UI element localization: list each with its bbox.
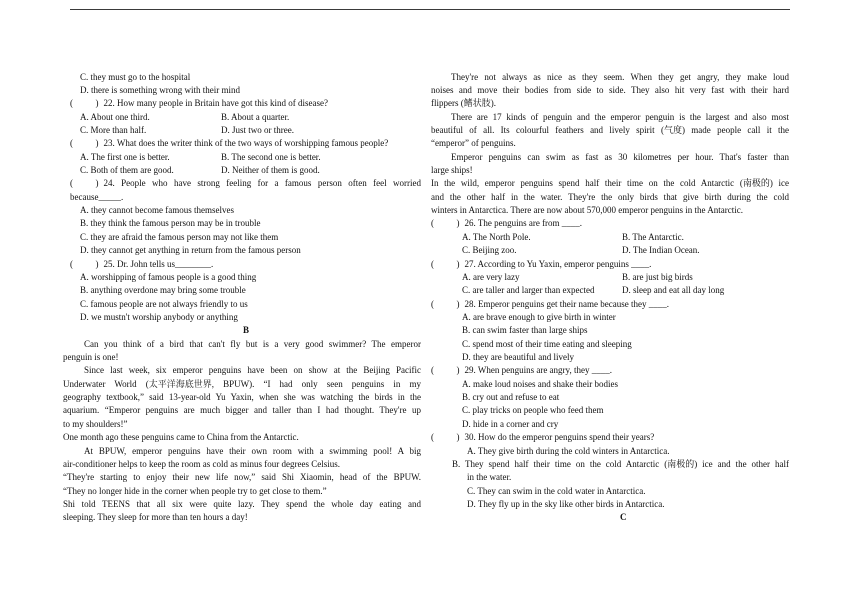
passage-text: In the wild, emperor penguins spend half their time on the cold Antarctic (南极的) ice [431,178,789,189]
passage-text: beautiful of all. Its colourful feathers and lively spirit (气度) made people call it the [431,124,789,135]
q23-option-a: A. The first one is better. [80,151,170,162]
q27-option-b: B. are just big birds [622,271,693,282]
passage-text: Underwater World (太平洋海底世界, BPUW). “I had only seen penguins in my [63,378,421,389]
q27-answer-bracket: ( ) [431,258,460,269]
passage-b-line [431,111,789,124]
q25-question [63,258,421,271]
q23-stem: 23. What does the writer think of the two ways of worshipping famous people? [103,138,389,149]
q24-option-d: D. they cannot get anything in return from the famous person [80,245,301,256]
q28-option-c: C. spend most of their time eating and sleeping [462,338,632,349]
q25-stem: 25. Dr. John tells us________. [103,258,214,269]
q23-options-row [63,164,421,177]
passage-b-line: “emperor” of penguins. [431,138,516,149]
q28-answer-bracket: ( ) [431,298,460,309]
passage-b-line [431,177,789,190]
q22-option-d: D. Just two or three. [221,124,294,135]
q27-options-row [431,284,789,297]
q22-answer-bracket: ( ) [70,98,99,109]
q22-options-row [63,111,421,124]
q30-option-b-text: B. They spend half their time on the cold Antarctic (南极的) ice and the other half [452,458,789,469]
q22-option-c: C. More than half. [80,124,147,135]
q24-stem: 24. People who have strong feeling for a famous person often feel worried [103,178,421,189]
q29-stem: 29. When penguins are angry, they ____. [464,365,612,376]
passage-b-line [431,124,789,137]
q29-option-a: A. make loud noises and shake their bodies [462,378,618,389]
passage-text: Can you think of a bird that can't fly but is a very good swimmer? The emperor [84,338,421,349]
right-column [431,71,789,525]
q23-option-c: C. Both of them are good. [80,165,174,176]
passage-b-line [63,391,421,404]
passage-b-line [63,471,421,484]
q27-option-a: A. are very lazy [462,271,520,282]
q26-option-a: A. The North Pole. [462,231,531,242]
left-column [63,71,421,525]
q29-question [431,364,789,377]
passage-b-line: sleeping. They sleep for more than ten hours a day! [63,512,248,523]
passage-text: noises and move their bodies from side to side. They also hit very fast with their hard [431,84,789,95]
passage-b-line [63,404,421,417]
q29-answer-bracket: ( ) [431,365,460,376]
q28-stem: 28. Emperor penguins get their name because they ____. [464,298,669,309]
q27-option-c: C. are taller and larger than expected [462,285,595,296]
q25-option-b: B. anything overdone may bring some trouble [80,285,246,296]
header-rule [70,9,790,10]
passage-text: “They're starting to enjoy their new life now,” said Shi Xiaomin, head of the BPUW. [63,472,421,483]
q28-option-b: B. can swim faster than large ships [462,325,588,336]
q22-option-b: B. About a quarter. [221,111,290,122]
q30-stem: 30. How do the emperor penguins spend their years? [464,432,655,443]
q23-question [63,137,421,150]
passage-b-line [63,378,421,391]
passage-text: At BPUW, emperor penguins have their own room with a swimming pool! A big [84,445,421,456]
passage-text: aquarium. “Emperor penguins are much bigger and taller than I had thought. They're up [63,405,421,416]
q30-option-c: C. They can swim in the cold water in Antarctica. [467,485,646,496]
q28-option-d: D. they are beautiful and lively [462,352,574,363]
q30-option-b-continued: in the water. [467,472,512,483]
passage-b-line [63,498,421,511]
q30-option-d: D. They fly up in the sky like other birds in Antarctica. [467,499,665,509]
q25-option-c: C. famous people are not always friendly to us [80,298,248,309]
passage-text: Emperor penguins can swim as fast as 30 kilometres per hour. That's faster than [451,151,789,162]
q26-question [431,217,789,230]
q29-option-c: C. play tricks on people who feed them [462,405,604,416]
passage-b-line [431,151,789,164]
passage-b-line: air-conditioner helps to keep the room as cold as minus four degrees Celsius. [63,458,341,469]
passage-b-line: large ships! [431,165,473,176]
q27-option-d: D. sleep and eat all day long [622,285,725,296]
passage-b-line: One month ago these penguins came to China from the Antarctic. [63,432,299,443]
passage-b-line: penguin is one! [63,352,119,363]
q25-option-d: D. we mustn't worship anybody or anything [80,311,238,322]
passage-text: They're not always as nice as they seem. When they get angry, they make loud [451,71,789,82]
q25-option-a: A. worshipping of famous people is a good thing [80,271,257,282]
q26-option-d: D. The Indian Ocean. [622,245,700,256]
q30-option-b [431,458,789,471]
q22-option-a: A. About one third. [80,111,150,122]
q21-option-c: C. they must go to the hospital [80,71,191,82]
q23-option-b: B. The second one is better. [221,151,321,162]
q28-question [431,298,789,311]
q23-options-row [63,151,421,164]
q26-stem: 26. The penguins are from ____. [464,218,583,229]
passage-b-line: to my shoulders!” [63,418,128,429]
passage-b-line [63,445,421,458]
q26-option-b: B. The Antarctic. [622,231,684,242]
q26-options-row [431,244,789,257]
q25-answer-bracket: ( ) [70,258,99,269]
passage-b-line [431,191,789,204]
q30-question [431,431,789,444]
passage-text: Shi told TEENS that all six were quite lazy. They spend the whole day eating and [63,499,421,509]
q30-option-a: A. They give birth during the cold winters in Antarctica. [467,445,670,456]
q24-question [63,177,421,190]
q21-option-d: D. there is something wrong with their mind [80,84,240,95]
q27-question [431,258,789,271]
q29-option-d: D. hide in a corner and cry [462,418,559,429]
passage-b-line: flippers (鳍状肢). [431,98,496,109]
q27-stem: 27. According to Yu Yaxin, emperor penguins ____. [464,258,652,269]
q24-stem-continued: because_____. [70,191,124,202]
q22-stem: 22. How many people in Britain have got this kind of disease? [103,98,328,109]
passage-text: geography textbook,” said 13-year-old Yu Yaxin, when she was watching the birds in the [63,392,421,403]
passage-b-line [63,364,421,377]
q27-options-row [431,271,789,284]
q24-answer-bracket: ( ) [70,178,99,189]
passage-text: There are 17 kinds of penguin and the emperor penguin is the largest and also most [451,111,789,122]
q28-option-a: A. are brave enough to give birth in winter [462,311,616,322]
q24-option-b: B. they think the famous person may be in trouble [80,218,261,229]
passage-text: and the other half in the water. They're the only birds that give birth during the cold [431,191,789,202]
q23-answer-bracket: ( ) [70,138,99,149]
section-b-heading: B [243,325,250,336]
q24-option-c: C. they are afraid the famous person may not like them [80,231,279,242]
q22-question [63,97,421,110]
q23-option-d: D. Neither of them is good. [221,165,320,176]
q30-answer-bracket: ( ) [431,432,460,443]
section-c-heading: C [620,512,627,523]
q29-option-b: B. cry out and refuse to eat [462,392,560,403]
q22-options-row [63,124,421,137]
q26-options-row [431,231,789,244]
q26-answer-bracket: ( ) [431,218,460,229]
passage-b-line: winters in Antarctica. There are now about 570,000 emperor penguins in the Antarctic. [431,205,743,216]
passage-b-line [431,84,789,97]
passage-b-line: “They no longer hide in the corner when people try to get close to them.” [63,485,327,496]
q26-option-c: C. Beijing zoo. [462,245,517,256]
passage-b-line [63,338,421,351]
passage-b-line [431,71,789,84]
q24-option-a: A. they cannot become famous themselves [80,205,234,216]
passage-text: Since last week, six emperor penguins have been on show at the Beijing Pacific [84,365,421,376]
